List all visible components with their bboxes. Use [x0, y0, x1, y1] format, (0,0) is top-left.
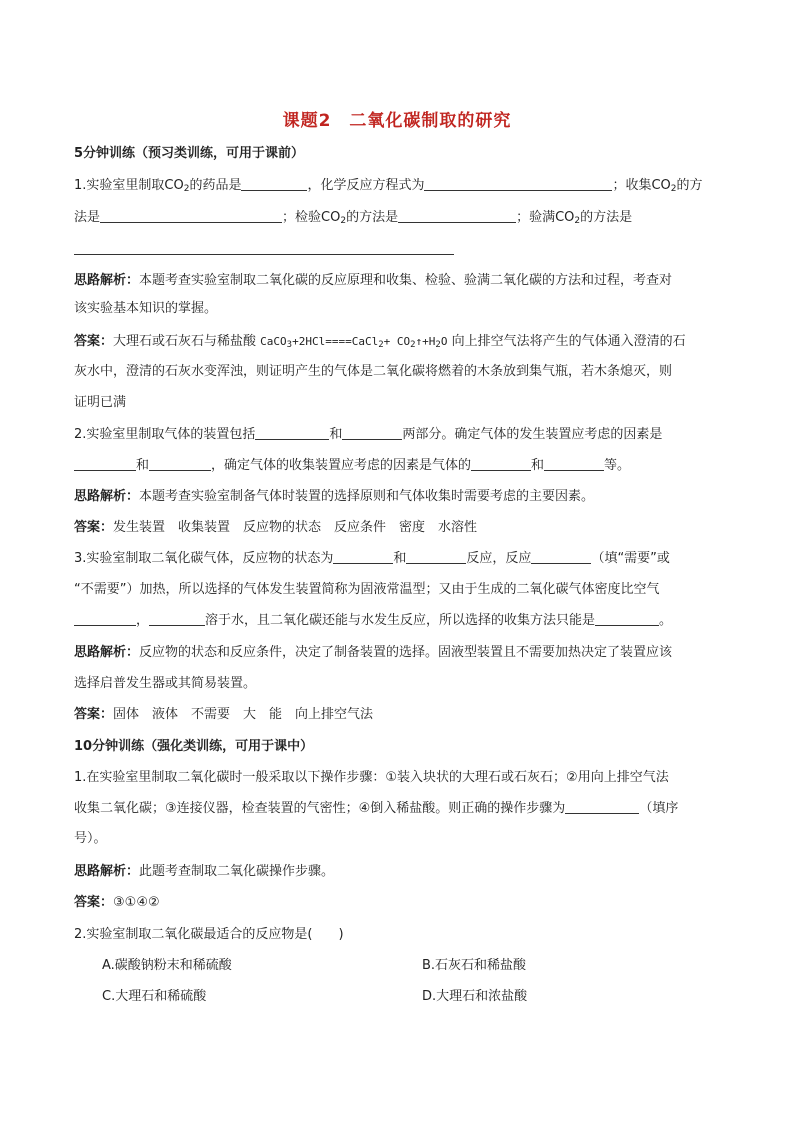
answer-blank[interactable]: [74, 240, 454, 255]
s2-analysis-1: 思路解析：此题考查制取二氧化碳操作步骤。: [74, 864, 335, 879]
answer-blank[interactable]: [565, 799, 639, 814]
question-3-line-2: “不需要”）加热，所以选择的气体发生装置简称为固液常温型；又由于生成的二氧化碳气体密度比空气: [74, 582, 660, 597]
answer-blank[interactable]: [74, 456, 136, 471]
answer-blank[interactable]: [100, 208, 282, 223]
question-1-line-2: 法是 ；检验$CO_2$的方法是 ；验满$CO_2$的方法是: [74, 210, 633, 226]
answer-blank[interactable]: [149, 456, 211, 471]
analysis-2: 思路解析：本题考查实验室制备气体时装置的选择原则和气体收集时需要考虑的主要因素。: [74, 489, 595, 504]
s2-answer-1: 答案：③①④②: [74, 895, 160, 910]
answer-blank[interactable]: [544, 456, 604, 471]
answer-blank[interactable]: [424, 176, 612, 191]
question-1-line-3: [74, 240, 724, 260]
question-1-line-1: 1.实验室里制取$CO_2$的药品是 ，化学反应方程式为 ；收集$CO_2$的方: [74, 178, 703, 194]
analysis-3-line-2: 选择启普发生器或其简易装置。: [74, 676, 257, 691]
answer-1-line-3: 证明已满: [74, 395, 127, 410]
question-3-line-3: ， 溶于水，且二氧化碳还能与水发生反应，所以选择的收集方法只能是 。: [74, 611, 724, 631]
answer-1-line-2: 灰水中，澄清的石灰水变浑浊，则证明产生的气体是二氧化碳将燃着的木条放到集气瓶，若木条熄灭，则: [74, 364, 673, 379]
answer-blank[interactable]: [74, 611, 136, 626]
answer-blank[interactable]: [241, 176, 307, 191]
question-3-line-1: 3.实验室制取二氧化碳气体，反应物的状态为 和 反应，反应 （填“需要”或: [74, 551, 670, 566]
answer-3: 答案：固体 液体 不需要 大 能 向上排空气法: [74, 707, 374, 722]
option-b[interactable]: B.石灰石和稀盐酸: [422, 958, 527, 973]
answer-1-line-1: 答案：大理石或石灰石与稀盐酸 CaCO$_3$+2HCl====CaCl$_2$+ $CO_2↑+H_2O$ 向上排空气法将产生的气体通入澄清的石: [74, 334, 686, 350]
option-c[interactable]: C.大理石和稀硫酸: [102, 989, 207, 1004]
analysis-1-line-2: 该实验基本知识的掌握。: [74, 301, 218, 316]
analysis-3-line-1: 思路解析：反应物的状态和反应条件，决定了制备装置的选择。固液型装置且不需要加热决定了装置应该: [74, 645, 673, 660]
answer-blank[interactable]: [406, 549, 466, 564]
answer-blank[interactable]: [333, 549, 393, 564]
s2-question-1-line-1: 1.在实验室里制取二氧化碳时一般采取以下操作步骤：①装入块状的大理石或石灰石；②用向上排空气法: [74, 770, 669, 785]
answer-blank[interactable]: [595, 611, 659, 626]
answer-blank[interactable]: [471, 456, 531, 471]
question-2-line-1: 2.实验室里制取气体的装置包括 和 两部分。确定气体的发生装置应考虑的因素是: [74, 427, 663, 442]
answer-2: 答案：发生装置 收集装置 反应物的状态 反应条件 密度 水溶性: [74, 520, 478, 535]
section-heading-5min: 5分钟训练（预习类训练，可用于课前）: [74, 146, 305, 161]
page-title: 课题2 二氧化碳制取的研究: [282, 111, 512, 131]
answer-blank[interactable]: [398, 208, 516, 223]
answer-blank[interactable]: [149, 611, 205, 626]
s2-question-1-line-3: 号）。: [74, 831, 107, 846]
section-heading-10min: 10分钟训练（强化类训练，可用于课中）: [74, 739, 314, 754]
answer-blank[interactable]: [255, 425, 329, 440]
s2-question-2-stem: 2.实验室制取二氧化碳最适合的反应物是( ): [74, 927, 344, 942]
option-d[interactable]: D.大理石和浓盐酸: [422, 989, 528, 1004]
analysis-1-line-1: 思路解析：本题考查实验室制取二氧化碳的反应原理和收集、检验、验满二氧化碳的方法和过程，考查对: [74, 273, 673, 288]
answer-blank[interactable]: [342, 425, 402, 440]
question-2-line-2: 和 ，确定气体的收集装置应考虑的因素是气体的 和 等。: [74, 456, 724, 476]
s2-question-1-line-2: 收集二氧化碳；③连接仪器，检查装置的气密性；④倒入稀盐酸。则正确的操作步骤为 （填序: [74, 801, 679, 816]
option-a[interactable]: A.碳酸钠粉末和稀硫酸: [102, 958, 232, 973]
answer-blank[interactable]: [531, 549, 591, 564]
